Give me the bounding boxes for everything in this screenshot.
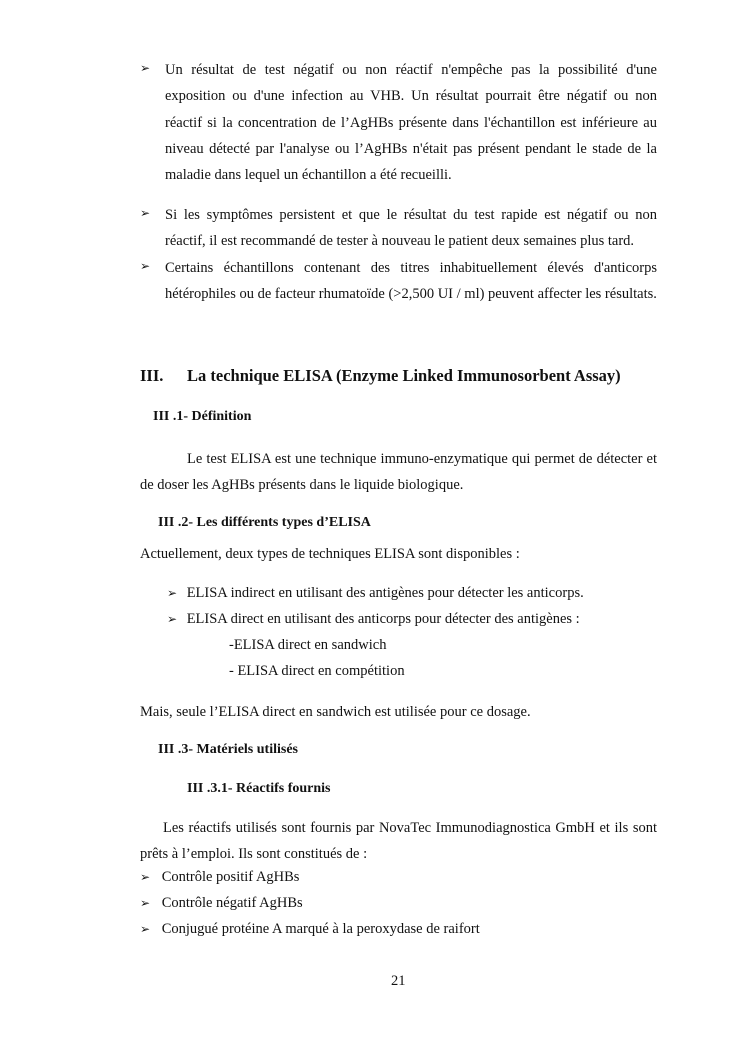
bullet-text: Si les symptômes persistent et que le résultat du test rapide est négatif ou non réactif, il est recommandé de tester à nouveau le patient deux semaines plus tard. [165,207,657,250]
types-bullet [167,585,584,602]
bullet-text: ELISA indirect en utilisant des antigènes pour détecter les anticorps. [186,585,584,601]
page-number: 21 [391,973,406,989]
intro-bullet [140,202,657,255]
arrow-bullet-icon: ➢ [140,259,151,273]
arrow-bullet-icon: ➢ [140,870,151,884]
arrow-bullet-icon: ➢ [140,206,151,220]
reagent-item [140,869,299,886]
types-subitem: - ELISA direct en compétition [229,663,405,679]
item-text: Contrôle positif AgHBs [161,869,300,885]
bullet-text: ELISA direct en utilisant des anticorps pour détecter des antigènes : [186,611,580,627]
arrow-bullet-icon: ➢ [140,896,151,910]
subsection-title: III .1- Définition [153,409,252,424]
item-text: Contrôle négatif AgHBs [161,895,303,911]
reagent-item [140,921,480,938]
intro-bullet [140,255,657,308]
types-conclusion: Mais, seule l’ELISA direct en sandwich est utilisée pour ce dosage. [140,704,531,720]
arrow-bullet-icon: ➢ [140,61,151,75]
subsection-title: III .3- Matériels utilisés [158,742,298,757]
arrow-bullet-icon: ➢ [140,922,151,936]
bullet-text: Un résultat de test négatif ou non réactif n'empêche pas la possibilité d'une exposition ou d'une infection au VHB. Un résultat pourrait être négatif ou non réactif si la concentration de l’AgHBs présente dans l'échantillon est inférieure au niveau détecté par l'analyse ou l’AgHBs n'était pas présent pendant le stade de la maladie dans lequel un échantillon a été recueilli. [165,62,657,184]
intro-bullet [140,57,657,188]
bullet-text: Certains échantillons contenant des titres inhabituellement élevés d'anticorps hétérophiles ou de facteur rhumatoïde (>2,500 UI / ml) peuvent affecter les résultats. [165,260,657,303]
section-number: III. [140,366,164,385]
types-bullet [167,611,580,628]
subsection-title: III .2- Les différents types d’ELISA [158,515,371,530]
item-text: Conjugué protéine A marqué à la peroxydase de raifort [161,921,480,937]
types-subitem: -ELISA direct en sandwich [229,637,387,653]
section-title: La technique ELISA (Enzyme Linked Immunosorbent Assay) [187,366,621,385]
arrow-bullet-icon: ➢ [167,612,178,626]
reagent-item [140,895,303,912]
arrow-bullet-icon: ➢ [167,586,178,600]
reagents-paragraph: Les réactifs utilisés sont fournis par NovaTec Immunodiagnostica GmbH et ils sont prêts à l’emploi. Ils sont constitués de : [140,820,657,863]
definition-paragraph: Le test ELISA est une technique immuno-enzymatique qui permet de détecter et de doser les AgHBs présents dans le liquide biologique. [140,451,657,494]
subsubsection-title: III .3.1- Réactifs fournis [187,781,331,796]
types-intro: Actuellement, deux types de techniques ELISA sont disponibles : [140,546,520,562]
